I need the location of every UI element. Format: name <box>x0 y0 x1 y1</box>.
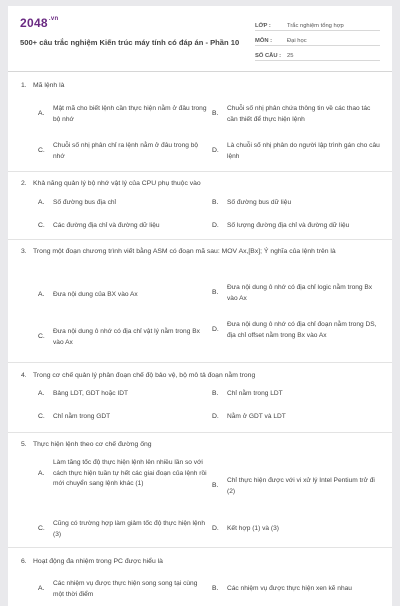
option-text: Chỉ nằm trong GDT <box>53 413 111 420</box>
question-text: Trong cơ chế quản lý phân đoạn chế độ bảo vệ, bộ mô tả đoạn nằm trong <box>33 372 256 379</box>
option-letter: C. <box>38 413 45 420</box>
option-4c[interactable] <box>38 412 208 423</box>
meta-table <box>255 16 380 61</box>
option-letter: A. <box>38 110 45 118</box>
option-letter: B. <box>212 482 219 490</box>
question-6 <box>8 556 392 567</box>
document-header <box>8 6 392 62</box>
question-number: 4. <box>21 372 27 379</box>
question-text: Hoạt động đa nhiệm trong PC được hiểu là <box>33 558 163 565</box>
question-divider <box>8 239 392 240</box>
question-1 <box>8 80 392 91</box>
meta-row-class <box>255 16 380 31</box>
option-2b[interactable] <box>212 198 382 209</box>
question-number: 2. <box>21 180 27 187</box>
option-3d[interactable] <box>212 320 382 341</box>
logo-suffix: .vn <box>48 16 59 22</box>
option-text: Chỉ nằm trong LDT <box>227 390 283 397</box>
option-letter: D. <box>212 222 219 229</box>
option-text: Các đường địa chỉ và đường dữ liệu <box>53 222 160 229</box>
question-text: Thực hiện lệnh theo cơ chế đường ống <box>33 441 152 448</box>
option-letter: A. <box>38 390 45 397</box>
option-text: Đưa nội dung ô nhớ có địa chỉ vật lý nằm trong Bx vào Ax <box>53 328 200 346</box>
meta-key: LỚP : <box>255 23 271 29</box>
option-text: Đưa nội dung ô nhớ có địa chỉ đoạn nằm trong DS, địa chỉ offset nằm trong Bx vào Ax <box>227 321 377 339</box>
option-6a[interactable] <box>38 579 208 600</box>
option-letter: C. <box>38 147 45 155</box>
question-text: Khả năng quản lý bộ nhớ vật lý của CPU phụ thuộc vào <box>33 180 201 187</box>
meta-row-count <box>255 46 380 61</box>
option-5a[interactable] <box>38 458 208 490</box>
option-letter: C. <box>38 525 45 533</box>
option-text: Các nhiệm vụ được thực hiện song song tại cùng một thời điểm <box>53 580 198 598</box>
question-number: 1. <box>21 82 27 89</box>
option-2a[interactable] <box>38 198 208 209</box>
option-letter: A. <box>38 199 45 206</box>
logo-text: 2048 <box>20 16 48 30</box>
option-1a[interactable] <box>38 104 208 125</box>
option-text: Bảng LDT, GDT hoặc IDT <box>53 390 129 397</box>
option-letter: B. <box>212 390 219 397</box>
option-3b[interactable] <box>212 283 382 304</box>
option-1c[interactable] <box>38 141 208 162</box>
option-letter: B. <box>212 289 219 297</box>
option-text: Làm tăng tốc độ thực hiện lệnh lên nhiều lần so với cách thực hiện tuần tự hết các giai đoạn của lệnh rồi mới chuyển sang lệnh khác (1) <box>53 459 207 487</box>
option-text: Chuỗi số nhị phân chỉ ra lệnh nằm ở đâu trong bộ nhớ <box>53 142 199 160</box>
site-logo[interactable] <box>20 16 58 30</box>
option-letter: B. <box>212 199 219 206</box>
option-text: Đưa nội dung của BX vào Ax <box>53 291 138 298</box>
option-text: Nằm ở GDT và LDT <box>227 413 286 420</box>
option-letter: B. <box>212 585 219 592</box>
option-letter: C. <box>38 222 45 229</box>
option-1b[interactable] <box>212 104 382 125</box>
question-3 <box>8 246 392 257</box>
option-letter: A. <box>38 469 45 477</box>
option-text: Chỉ thực hiện được với vi xử lý Intel Pentium trở đi (2) <box>227 477 375 495</box>
option-text: Cũng có trường hợp làm giảm tốc độ thực hiện lệnh (3) <box>53 520 205 538</box>
option-5c[interactable] <box>38 519 208 540</box>
question-number: 6. <box>21 558 27 565</box>
meta-row-subject <box>255 31 380 46</box>
option-letter: D. <box>212 413 219 420</box>
option-letter: A. <box>38 585 45 593</box>
question-text: Trong một đoạn chương trình viết bằng ASM có đoạn mã sau: MOV Ax,[Bx]; Ý nghĩa của lệnh trên là <box>33 248 336 255</box>
question-divider <box>8 547 392 548</box>
option-4b[interactable] <box>212 389 382 400</box>
option-letter: D. <box>212 147 219 155</box>
document-page <box>8 6 392 606</box>
option-letter: B. <box>212 110 219 118</box>
option-4d[interactable] <box>212 412 382 423</box>
question-number: 5. <box>21 441 27 448</box>
option-1d[interactable] <box>212 141 382 162</box>
option-4a[interactable] <box>38 389 208 400</box>
option-text: Số đường bus địa chỉ <box>53 199 116 206</box>
option-5b[interactable] <box>212 476 382 497</box>
option-text: Số đường bus dữ liệu <box>227 199 292 206</box>
option-2c[interactable] <box>38 221 208 232</box>
meta-key: MÔN : <box>255 38 273 44</box>
question-divider <box>8 171 392 172</box>
question-divider <box>8 362 392 363</box>
option-2d[interactable] <box>212 221 392 232</box>
option-5d[interactable] <box>212 524 382 535</box>
question-5 <box>8 439 392 450</box>
option-letter: A. <box>38 291 45 298</box>
document-title: 500+ câu trắc nghiệm Kiến trúc máy tính có đáp án - Phần 10 <box>20 38 240 47</box>
option-text: Các nhiệm vụ được thực hiện xen kẽ nhau <box>227 585 352 592</box>
header-divider <box>8 71 392 72</box>
option-text: Đưa nội dung ô nhớ có địa chỉ logic nằm trong Bx vào Ax <box>227 284 373 302</box>
option-letter: D. <box>212 326 219 334</box>
meta-value: Trắc nghiệm tổng hợp <box>287 23 344 29</box>
meta-key: SỐ CÂU : <box>255 53 282 59</box>
option-text: Chuỗi số nhị phân chứa thông tin về các thao tác cần thiết để thực hiện lệnh <box>227 105 371 123</box>
option-text: Kết hợp (1) và (3) <box>227 525 279 532</box>
question-number: 3. <box>21 248 27 255</box>
option-3a[interactable] <box>38 290 208 301</box>
option-3c[interactable] <box>38 327 208 348</box>
option-letter: D. <box>212 525 219 532</box>
question-4 <box>8 370 392 381</box>
meta-value: Đại học <box>287 38 307 44</box>
question-2 <box>8 178 392 189</box>
option-letter: C. <box>38 333 45 341</box>
question-text: Mã lệnh là <box>33 82 65 89</box>
option-6b[interactable] <box>212 584 392 595</box>
option-text: Mật mã cho biết lệnh cần thực hiện nằm ở đâu trong bộ nhớ <box>53 105 207 123</box>
option-text: Số lượng đường địa chỉ và đường dữ liệu <box>227 222 350 229</box>
question-divider <box>8 432 392 433</box>
meta-value: 25 <box>287 53 294 59</box>
option-text: Là chuỗi số nhị phân do người lập trình gán cho câu lệnh <box>227 142 380 160</box>
